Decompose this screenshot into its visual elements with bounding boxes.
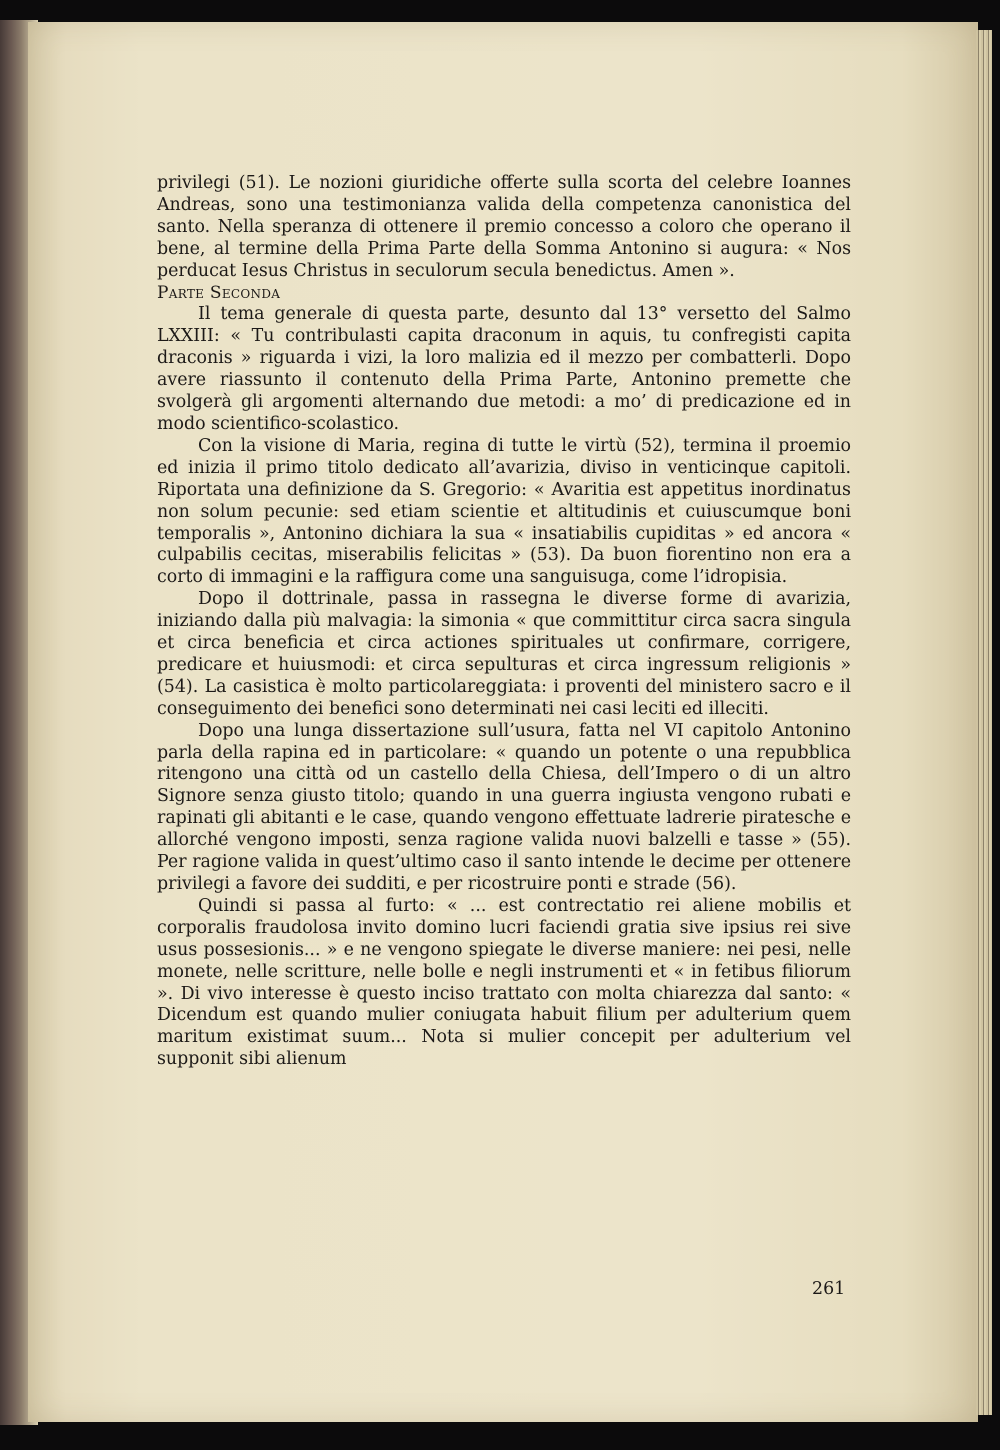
paragraph-intro: privilegi (51). Le nozioni giuridiche offerte sulla scorta del celebre Ioannes Andreas, sono una testimonianza valida della competenza canonistica del santo. Nella speranza di ottenere il premio concesso a coloro che operano il bene, al termine della Prima Parte della Somma Antonino si augura: « Nos perducat Iesus Christus in seculorum secula benedictus. Amen ». <box>157 173 851 281</box>
paragraph: Con la visione di Maria, regina di tutte le virtù (52), termina il proemio ed inizia il primo titolo dedicato all’avarizia, diviso in venticinque capitoli. Riportata una definizione da S. Gregorio: « Avaritia est appetitus inordinatus non solum pecunie: sed etiam scientie et altitudinis et cuiuscumque boni temporalis », Antonino dichiara la sua « insatiabilis cupiditas » ed ancora « culpabilis cecitas, miserabilis felicitas » (53). Da buon fiorentino non era a corto di immagini e la raffigura come una sanguisuga, come l’idropisia. <box>157 435 851 588</box>
page-number: 261 <box>812 1279 846 1299</box>
paragraph: Il tema generale di questa parte, desunto dal 13° versetto del Salmo LXXIII: « Tu contribulasti capita draconum in aquis, tu confregisti capita draconis » riguarda i vizi, la loro malizia ed il mezzo per combatterli. Dopo avere riassunto il contenuto della Prima Parte, Antonino premette che svolgerà gli argomenti alternando due metodi: a mo’ di predicazione ed in modo scientifico-scolastico. <box>157 304 851 434</box>
page-edges <box>976 30 992 1415</box>
paragraph: Quindi si passa al furto: « ... est contrectatio rei aliene mobilis et corporalis fraudolosa invito domino lucri faciendi gratia sive ipsius rei sive usus possesionis... » e ne vengono spiegate le diverse maniere: nei pesi, nelle monete, nelle scritture, nelle bolle e negli instrumenti et « in fetibus filiorum ». Di vivo interesse è questo inciso trattato con molta chiarezza dal santo: « Dicendum est quando mulier coniugata habuit filium per adulterium quem maritum existimat suum... Nota si mulier concepit per adulterium vel supponit sibi alienum <box>157 895 851 1070</box>
section-heading: Parte Seconda <box>157 282 281 303</box>
paragraph: Dopo una lunga dissertazione sull’usura, fatta nel VI capitolo Antonino parla della rapina ed in particolare: « quando un potente o una repubblica ritengono una città od un castello della Chiesa, dell’Impero o di un altro Signore senza giusto titolo; quando in una guerra ingiusta vengono rubati e rapinati gli abitanti e le case, quando vengono effettuate ladrerie piratesche e allorché vengono imposti, senza ragione valida nuovi balzelli e tasse » (55). Per ragione valida in quest’ultimo caso il santo intende le decime per ottenere privilegi a favore dei sudditi, e per ricostruire ponti e strade (56). <box>157 720 851 894</box>
paragraph: Dopo il dottrinale, passa in rassegna le diverse forme di avarizia, iniziando dalla più malvagia: la simonia « que committitur circa sacra singula et circa beneficia et circa actiones spirituales ut confirmare, corrigere, predicare et huiusmodi: et circa sepulturas et circa ingressum religionis » (54). La casistica è molto particolareggiata: i proventi del ministero sacro e il conseguimento dei benefici sono determinati nei casi leciti ed illeciti. <box>157 589 851 719</box>
body-text <box>157 173 851 1071</box>
